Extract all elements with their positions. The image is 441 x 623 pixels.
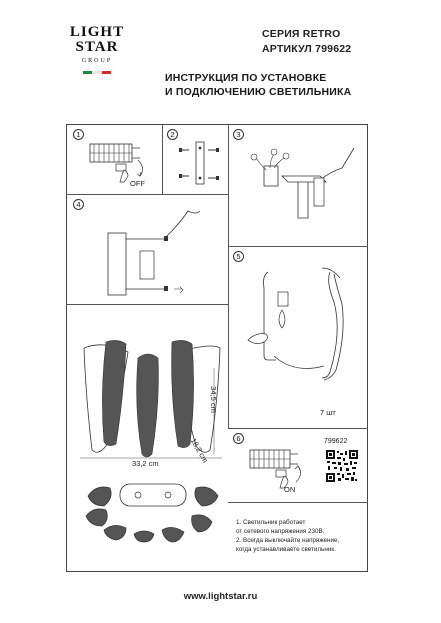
note-line-3: 2. Всегда выключайте напряжение,	[236, 537, 340, 544]
step-2-marker: 2	[167, 129, 178, 140]
height-dimension-label: 34,5 cm	[208, 386, 218, 413]
depth-dimension-label: 18,2 cm	[188, 436, 210, 465]
logo-text-star: STAR	[75, 39, 119, 55]
width-dimension-label: 33,2 cm	[132, 459, 159, 468]
mounting-plate-illustration	[178, 140, 224, 186]
step-4-marker: 4	[73, 199, 84, 210]
website-link[interactable]: www.lightstar.ru	[183, 591, 258, 602]
fixture-mounting-illustration	[100, 205, 224, 301]
step-3-marker: 3	[233, 129, 244, 140]
logo-text-group: GROUP	[81, 58, 113, 64]
divider	[228, 246, 368, 247]
step-5-marker: 5	[233, 251, 244, 262]
switch-off-illustration	[80, 138, 160, 193]
article-number: АРТИКУЛ 799622	[262, 43, 352, 55]
divider	[228, 428, 368, 429]
off-label: OFF	[130, 179, 145, 188]
step-6-marker: 6	[233, 433, 244, 444]
pendant-count-label: 7 шт	[320, 408, 336, 417]
switch-on-illustration	[240, 444, 310, 498]
step-1-marker: 1	[73, 129, 84, 140]
italian-flag-icon	[83, 71, 111, 74]
note-line-2: от сетевого напряжения 230В.	[236, 528, 325, 535]
divider	[66, 304, 228, 305]
divider	[228, 124, 229, 428]
lamp-installation-illustration	[238, 262, 364, 402]
series-name: СЕРИЯ RETRO	[262, 28, 341, 40]
brand-logo	[62, 24, 132, 86]
divider	[66, 194, 228, 195]
document-title-line-1: ИНСТРУКЦИЯ ПО УСТАНОВКЕ	[165, 72, 327, 84]
divider	[228, 502, 368, 503]
qr-code-icon	[326, 450, 358, 482]
on-label: ON	[284, 485, 296, 494]
divider	[162, 124, 163, 194]
document-title-line-2: И ПОДКЛЮЧЕНИЮ СВЕТИЛЬНИКА	[165, 86, 352, 98]
note-line-1: 1. Светильник работает	[236, 519, 306, 526]
note-line-4: когда устанавливаете светильник.	[236, 546, 336, 553]
article-code-label: 799622	[324, 438, 348, 445]
logo-text-light: LIGHT	[69, 24, 125, 40]
product-top-view	[84, 476, 222, 540]
wiring-illustration	[236, 140, 364, 240]
